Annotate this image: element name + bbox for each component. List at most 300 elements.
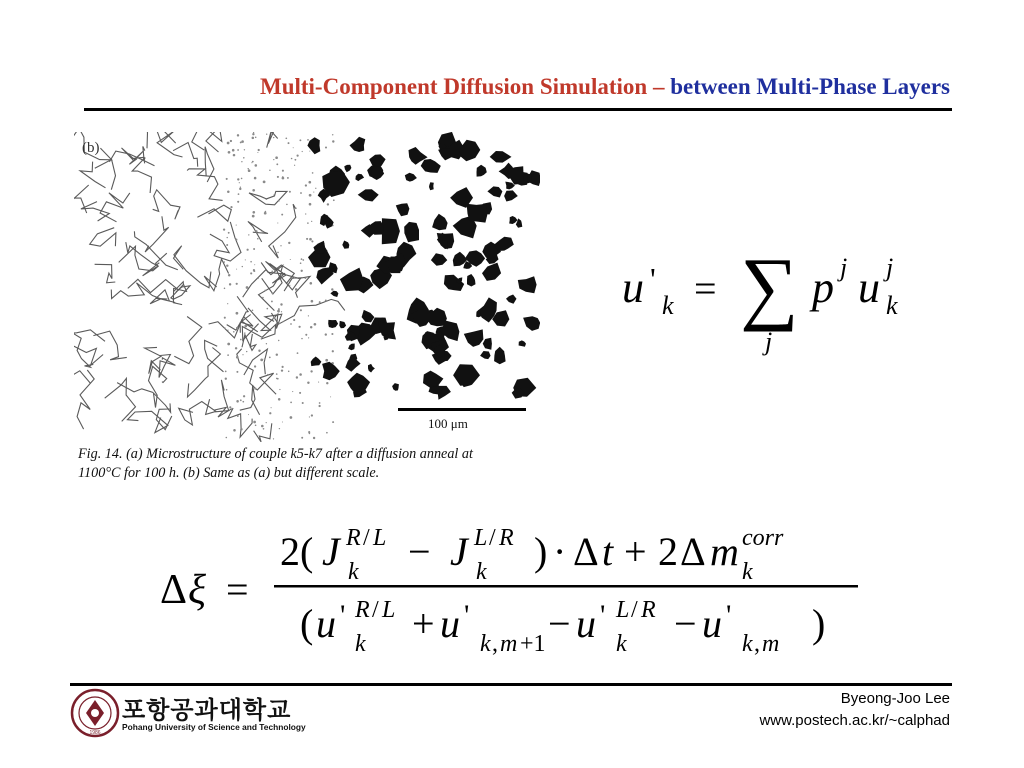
svg-text:R: R xyxy=(641,597,656,623)
slide-title-part1: Multi-Component Diffusion Simulation – xyxy=(259,74,671,99)
speckle-dot xyxy=(228,151,231,154)
speckle-dot xyxy=(315,188,316,189)
speckle-dot xyxy=(224,261,226,263)
speckle-dot xyxy=(276,373,278,375)
speckle-dot xyxy=(305,213,306,214)
svg-text:ξ: ξ xyxy=(188,567,206,613)
speckle-dot xyxy=(264,212,267,215)
svg-text:u: u xyxy=(316,601,336,646)
footer-divider xyxy=(70,683,952,686)
svg-text:k: k xyxy=(616,631,627,657)
speckle-dot xyxy=(294,159,296,161)
speckle-dot xyxy=(263,428,265,430)
svg-text:R: R xyxy=(355,597,370,623)
speckle-dot xyxy=(311,300,314,303)
speckle-dot xyxy=(252,189,255,192)
speckle-dot xyxy=(280,245,281,246)
speckle-dot xyxy=(235,239,237,241)
speckle-dot xyxy=(247,249,249,251)
speckle-dot xyxy=(290,416,293,419)
speckle-dot xyxy=(241,140,244,143)
speckle-dot xyxy=(319,402,321,404)
speckle-dot xyxy=(283,321,284,322)
speckle-dot xyxy=(325,300,327,302)
speckle-dot xyxy=(281,214,283,216)
speckle-dot xyxy=(253,269,255,271)
scale-bar xyxy=(398,408,526,411)
speckle-dot xyxy=(293,319,295,321)
speckle-dot xyxy=(307,381,309,383)
speckle-dot xyxy=(296,376,298,378)
speckle-dot xyxy=(325,333,327,335)
speckle-dot xyxy=(232,149,235,152)
speckle-dot xyxy=(309,433,311,435)
speckle-dot xyxy=(267,374,268,375)
speckle-dot xyxy=(253,248,255,250)
speckle-dot xyxy=(273,194,274,195)
title-divider xyxy=(84,108,952,111)
speckle-dot xyxy=(309,238,312,241)
speckle-dot xyxy=(252,133,254,135)
speckle-dot xyxy=(242,354,243,355)
speckle-dot xyxy=(333,199,335,201)
speckle-dot xyxy=(252,215,255,218)
speckle-dot xyxy=(264,358,266,360)
speckle-dot xyxy=(288,371,290,373)
caption-line-2: 1100°C for 100 h. (b) Same as (a) but different scale. xyxy=(78,465,380,481)
speckle-dot xyxy=(309,194,312,197)
speckle-dot xyxy=(236,400,239,403)
speckle-dot xyxy=(227,142,230,145)
speckle-dot xyxy=(299,373,302,376)
speckle-dot xyxy=(291,158,293,160)
caption-line-1: Fig. 14. (a) Microstructure of couple k5-k7 after a diffusion anneal at xyxy=(78,446,473,462)
speckle-dot xyxy=(228,232,230,234)
svg-text:): ) xyxy=(534,529,548,574)
speckle-dot xyxy=(313,437,315,439)
svg-text:L: L xyxy=(616,597,630,623)
speckle-dot xyxy=(304,277,306,279)
speckle-dot xyxy=(302,402,304,404)
speckle-dot xyxy=(292,391,293,392)
svg-text:=: = xyxy=(694,266,717,311)
svg-text:L: L xyxy=(373,525,387,551)
speckle-dot xyxy=(225,371,227,373)
speckle-dot xyxy=(311,414,313,416)
speckle-dot xyxy=(262,297,264,299)
svg-text:k: k xyxy=(886,291,898,320)
speckle-dot xyxy=(307,222,309,224)
speckle-dot xyxy=(238,193,240,195)
speckle-dot xyxy=(227,237,228,238)
speckle-dot xyxy=(288,142,290,144)
speckle-dot xyxy=(233,429,236,432)
microstructure-image xyxy=(74,132,540,442)
speckle-dot xyxy=(277,222,278,223)
speckle-dot xyxy=(271,270,273,272)
speckle-dot xyxy=(248,234,249,235)
svg-text:Δ: Δ xyxy=(160,567,188,613)
speckle-dot xyxy=(236,283,238,285)
speckle-dot xyxy=(300,192,302,194)
speckle-dot xyxy=(224,327,225,328)
svg-text:t: t xyxy=(602,529,614,574)
speckle-dot xyxy=(332,140,334,142)
speckle-dot xyxy=(327,203,329,205)
svg-text:2: 2 xyxy=(658,529,678,574)
university-name-english: Pohang University of Science and Technology xyxy=(122,722,306,732)
speckle-dot xyxy=(254,365,256,367)
speckle-dot xyxy=(308,181,311,184)
speckle-dot xyxy=(288,242,290,244)
speckle-dot xyxy=(254,387,256,389)
speckle-dot xyxy=(246,286,249,289)
speckle-dot xyxy=(313,192,314,193)
speckle-dot xyxy=(318,405,320,407)
speckle-dot xyxy=(223,228,225,230)
svg-text:,: , xyxy=(754,631,760,657)
speckle-dot xyxy=(227,354,229,356)
speckle-dot xyxy=(236,312,239,315)
speckle-dot xyxy=(308,337,309,338)
svg-text:k: k xyxy=(742,631,753,657)
svg-text:': ' xyxy=(600,599,606,632)
svg-text:R: R xyxy=(499,525,514,551)
svg-text:u: u xyxy=(576,601,596,646)
speckle-dot xyxy=(233,331,235,333)
svg-text:k: k xyxy=(355,631,366,657)
speckle-dot xyxy=(235,347,237,349)
precipitate-particle xyxy=(467,204,488,223)
speckle-dot xyxy=(330,396,331,397)
svg-text:·: · xyxy=(553,529,567,574)
speckle-dot xyxy=(300,262,302,264)
svg-text:u: u xyxy=(858,263,880,312)
svg-text:+: + xyxy=(624,529,647,574)
author-url[interactable]: www.postech.ac.kr/~calphad xyxy=(759,712,950,729)
svg-text:=: = xyxy=(226,567,249,612)
speckle-dot xyxy=(237,178,239,180)
svg-text:/: / xyxy=(631,597,638,623)
speckle-dot xyxy=(243,157,245,159)
speckle-dot xyxy=(282,177,285,180)
svg-text:u: u xyxy=(702,601,722,646)
svg-text:/: / xyxy=(363,525,370,551)
speckle-dot xyxy=(301,437,303,439)
speckle-dot xyxy=(305,334,307,336)
speckle-dot xyxy=(290,259,291,260)
speckle-dot xyxy=(233,154,236,157)
svg-text:k: k xyxy=(742,559,753,585)
svg-text:,: , xyxy=(492,631,498,657)
speckle-dot xyxy=(264,290,265,291)
svg-text:corr: corr xyxy=(742,525,784,551)
speckle-dot xyxy=(242,401,244,403)
svg-text:R: R xyxy=(346,525,361,551)
speckle-dot xyxy=(230,140,232,142)
speckle-dot xyxy=(224,317,226,319)
svg-text:k: k xyxy=(348,559,359,585)
speckle-dot xyxy=(289,285,290,286)
speckle-dot xyxy=(244,149,245,150)
speckle-dot xyxy=(331,288,333,290)
speckle-dot xyxy=(267,308,269,310)
speckle-dot xyxy=(325,359,328,362)
speckle-dot xyxy=(278,340,279,341)
speckle-dot xyxy=(298,326,300,328)
speckle-dot xyxy=(299,139,301,141)
speckle-dot xyxy=(227,343,230,346)
speckle-dot xyxy=(282,170,284,172)
svg-text:': ' xyxy=(340,599,346,632)
speckle-dot xyxy=(226,437,228,439)
speckle-dot xyxy=(285,137,287,139)
speckle-dot xyxy=(262,231,264,233)
speckle-dot xyxy=(252,161,254,163)
speckle-dot xyxy=(278,308,280,310)
speckle-dot xyxy=(331,333,333,335)
speckle-dot xyxy=(241,161,242,162)
svg-text:/: / xyxy=(372,597,379,623)
figure-panel-label: (b) xyxy=(82,140,100,156)
slide-title xyxy=(90,74,950,100)
speckle-dot xyxy=(261,425,264,428)
svg-text:m: m xyxy=(762,631,780,657)
svg-text:+1: +1 xyxy=(520,631,546,657)
speckle-dot xyxy=(301,338,302,339)
speckle-dot xyxy=(269,170,271,172)
university-name-korean: 포항공과대학교 xyxy=(122,696,292,724)
svg-text:−: − xyxy=(408,529,431,574)
svg-text:L: L xyxy=(474,525,488,551)
svg-text:j: j xyxy=(886,253,894,282)
speckle-dot xyxy=(319,301,321,303)
speckle-dot xyxy=(290,402,292,404)
speckle-dot xyxy=(258,349,260,351)
speckle-dot xyxy=(266,422,267,423)
speckle-dot xyxy=(273,137,274,138)
speckle-dot xyxy=(308,315,309,316)
speckle-dot xyxy=(273,159,274,160)
svg-text:J: J xyxy=(450,529,468,574)
svg-text:(: ( xyxy=(300,601,314,646)
speckle-dot xyxy=(301,258,303,260)
speckle-dot xyxy=(297,352,299,354)
seal-year: 1986 xyxy=(89,730,101,736)
speckle-dot xyxy=(332,134,333,135)
speckle-dot xyxy=(273,251,274,252)
speckle-dot xyxy=(227,330,228,331)
speckle-dot xyxy=(309,416,310,417)
speckle-dot xyxy=(257,278,258,279)
speckle-dot xyxy=(325,146,327,148)
speckle-dot xyxy=(294,277,296,279)
speckle-dot xyxy=(252,211,255,214)
speckle-dot xyxy=(305,184,307,186)
speckle-dot xyxy=(227,190,230,193)
speckle-dot xyxy=(246,351,247,352)
speckle-dot xyxy=(236,225,237,226)
speckle-dot xyxy=(255,137,257,139)
speckle-dot xyxy=(276,163,278,165)
speckle-dot xyxy=(306,238,308,240)
speckle-dot xyxy=(224,288,226,290)
svg-text:j: j xyxy=(840,253,848,282)
speckle-dot xyxy=(229,283,231,285)
speckle-dot xyxy=(281,311,282,312)
speckle-dot xyxy=(245,259,246,260)
author-name: Byeong-Joo Lee xyxy=(840,690,950,707)
speckle-dot xyxy=(227,303,228,304)
speckle-dot xyxy=(300,309,302,311)
speckle-dot xyxy=(314,323,317,326)
speckle-dot xyxy=(302,259,304,261)
svg-text:+: + xyxy=(412,601,435,646)
speckle-dot xyxy=(226,244,228,246)
postech-seal-icon xyxy=(70,688,120,738)
speckle-dot xyxy=(266,134,267,135)
speckle-dot xyxy=(257,238,259,240)
svg-text:u: u xyxy=(622,263,644,312)
svg-text:Δ: Δ xyxy=(573,529,599,574)
speckle-dot xyxy=(309,203,312,206)
speckle-dot xyxy=(240,187,241,188)
speckle-dot xyxy=(226,389,228,391)
speckle-dot xyxy=(299,392,301,394)
speckle-dot xyxy=(282,422,283,423)
speckle-dot xyxy=(301,270,303,272)
speckle-dot xyxy=(279,323,280,324)
speckle-dot xyxy=(248,414,249,415)
speckle-dot xyxy=(273,317,276,320)
speckle-dot xyxy=(255,230,257,232)
speckle-dot xyxy=(266,343,267,344)
svg-text:k: k xyxy=(480,631,491,657)
svg-text:m: m xyxy=(710,529,739,574)
microstructure-figure xyxy=(74,132,540,482)
speckle-dot xyxy=(297,155,299,157)
speckle-dot xyxy=(293,147,294,148)
speckle-dot xyxy=(276,353,278,355)
svg-text:k: k xyxy=(662,291,674,320)
equation-interface-displacement xyxy=(150,515,870,665)
speckle-dot xyxy=(318,382,319,383)
speckle-dot xyxy=(255,425,257,427)
svg-text:Δ: Δ xyxy=(680,529,706,574)
svg-text:−: − xyxy=(674,601,697,646)
svg-text:2(: 2( xyxy=(280,529,314,574)
speckle-dot xyxy=(239,182,240,183)
scale-bar-label: 100 μm xyxy=(428,416,468,431)
speckle-dot xyxy=(280,303,282,305)
speckle-dot xyxy=(279,428,280,429)
speckle-dot xyxy=(240,339,242,341)
speckle-dot xyxy=(311,240,313,242)
speckle-dot xyxy=(310,326,312,328)
speckle-dot xyxy=(312,172,314,174)
svg-text:j: j xyxy=(765,327,773,356)
speckle-dot xyxy=(239,188,241,190)
speckle-dot xyxy=(255,164,258,167)
speckle-dot xyxy=(251,162,252,163)
speckle-dot xyxy=(247,168,248,169)
speckle-dot xyxy=(252,137,255,140)
figure-caption xyxy=(78,445,548,483)
speckle-dot xyxy=(278,200,279,201)
svg-text:': ' xyxy=(726,599,732,632)
speckle-dot xyxy=(269,357,271,359)
speckle-dot xyxy=(241,178,243,180)
speckle-dot xyxy=(286,204,288,206)
svg-text:m: m xyxy=(500,631,518,657)
speckle-dot xyxy=(269,412,271,414)
speckle-dot xyxy=(307,139,309,141)
speckle-dot xyxy=(276,378,278,380)
speckle-dot xyxy=(226,178,228,180)
speckle-dot xyxy=(310,282,313,285)
speckle-dot xyxy=(271,407,272,408)
speckle-dot xyxy=(228,274,230,276)
speckle-dot xyxy=(237,134,239,136)
speckle-dot xyxy=(257,152,258,153)
speckle-dot xyxy=(252,310,254,312)
equation-composition-average xyxy=(612,230,942,365)
speckle-dot xyxy=(237,149,239,151)
speckle-dot xyxy=(277,176,279,178)
speckle-dot xyxy=(260,359,263,362)
svg-text:−: − xyxy=(548,601,571,646)
speckle-dot xyxy=(295,288,298,291)
speckle-dot xyxy=(254,264,255,265)
svg-text:L: L xyxy=(382,597,396,623)
speckle-dot xyxy=(273,438,274,439)
speckle-dot xyxy=(241,319,242,320)
speckle-dot xyxy=(287,177,289,179)
speckle-dot xyxy=(289,191,291,193)
speckle-dot xyxy=(242,266,243,267)
slide-title-part2: between Multi-Phase Layers xyxy=(670,74,950,99)
speckle-dot xyxy=(248,169,251,172)
speckle-dot xyxy=(310,370,312,372)
speckle-dot xyxy=(309,151,310,152)
speckle-dot xyxy=(281,369,283,371)
speckle-dot xyxy=(258,149,260,151)
svg-text:u: u xyxy=(440,601,460,646)
speckle-dot xyxy=(272,293,274,295)
svg-text:': ' xyxy=(464,599,470,632)
speckle-dot xyxy=(250,272,252,274)
speckle-dot xyxy=(332,350,334,352)
speckle-dot xyxy=(244,325,247,328)
speckle-dot xyxy=(236,356,239,359)
speckle-dot xyxy=(282,366,284,368)
speckle-dot xyxy=(332,421,334,423)
svg-text:∑: ∑ xyxy=(740,241,799,332)
speckle-dot xyxy=(240,399,242,401)
speckle-dot xyxy=(236,371,238,373)
speckle-dot xyxy=(225,378,227,380)
svg-text:p: p xyxy=(812,263,834,312)
speckle-dot xyxy=(294,165,295,166)
speckle-dot xyxy=(240,428,243,431)
svg-text:': ' xyxy=(650,261,656,297)
speckle-dot xyxy=(243,395,245,397)
speckle-dot xyxy=(277,252,279,254)
speckle-dot xyxy=(326,432,328,434)
speckle-dot xyxy=(230,206,232,208)
speckle-dot xyxy=(263,181,266,184)
speckle-dot xyxy=(311,221,312,222)
